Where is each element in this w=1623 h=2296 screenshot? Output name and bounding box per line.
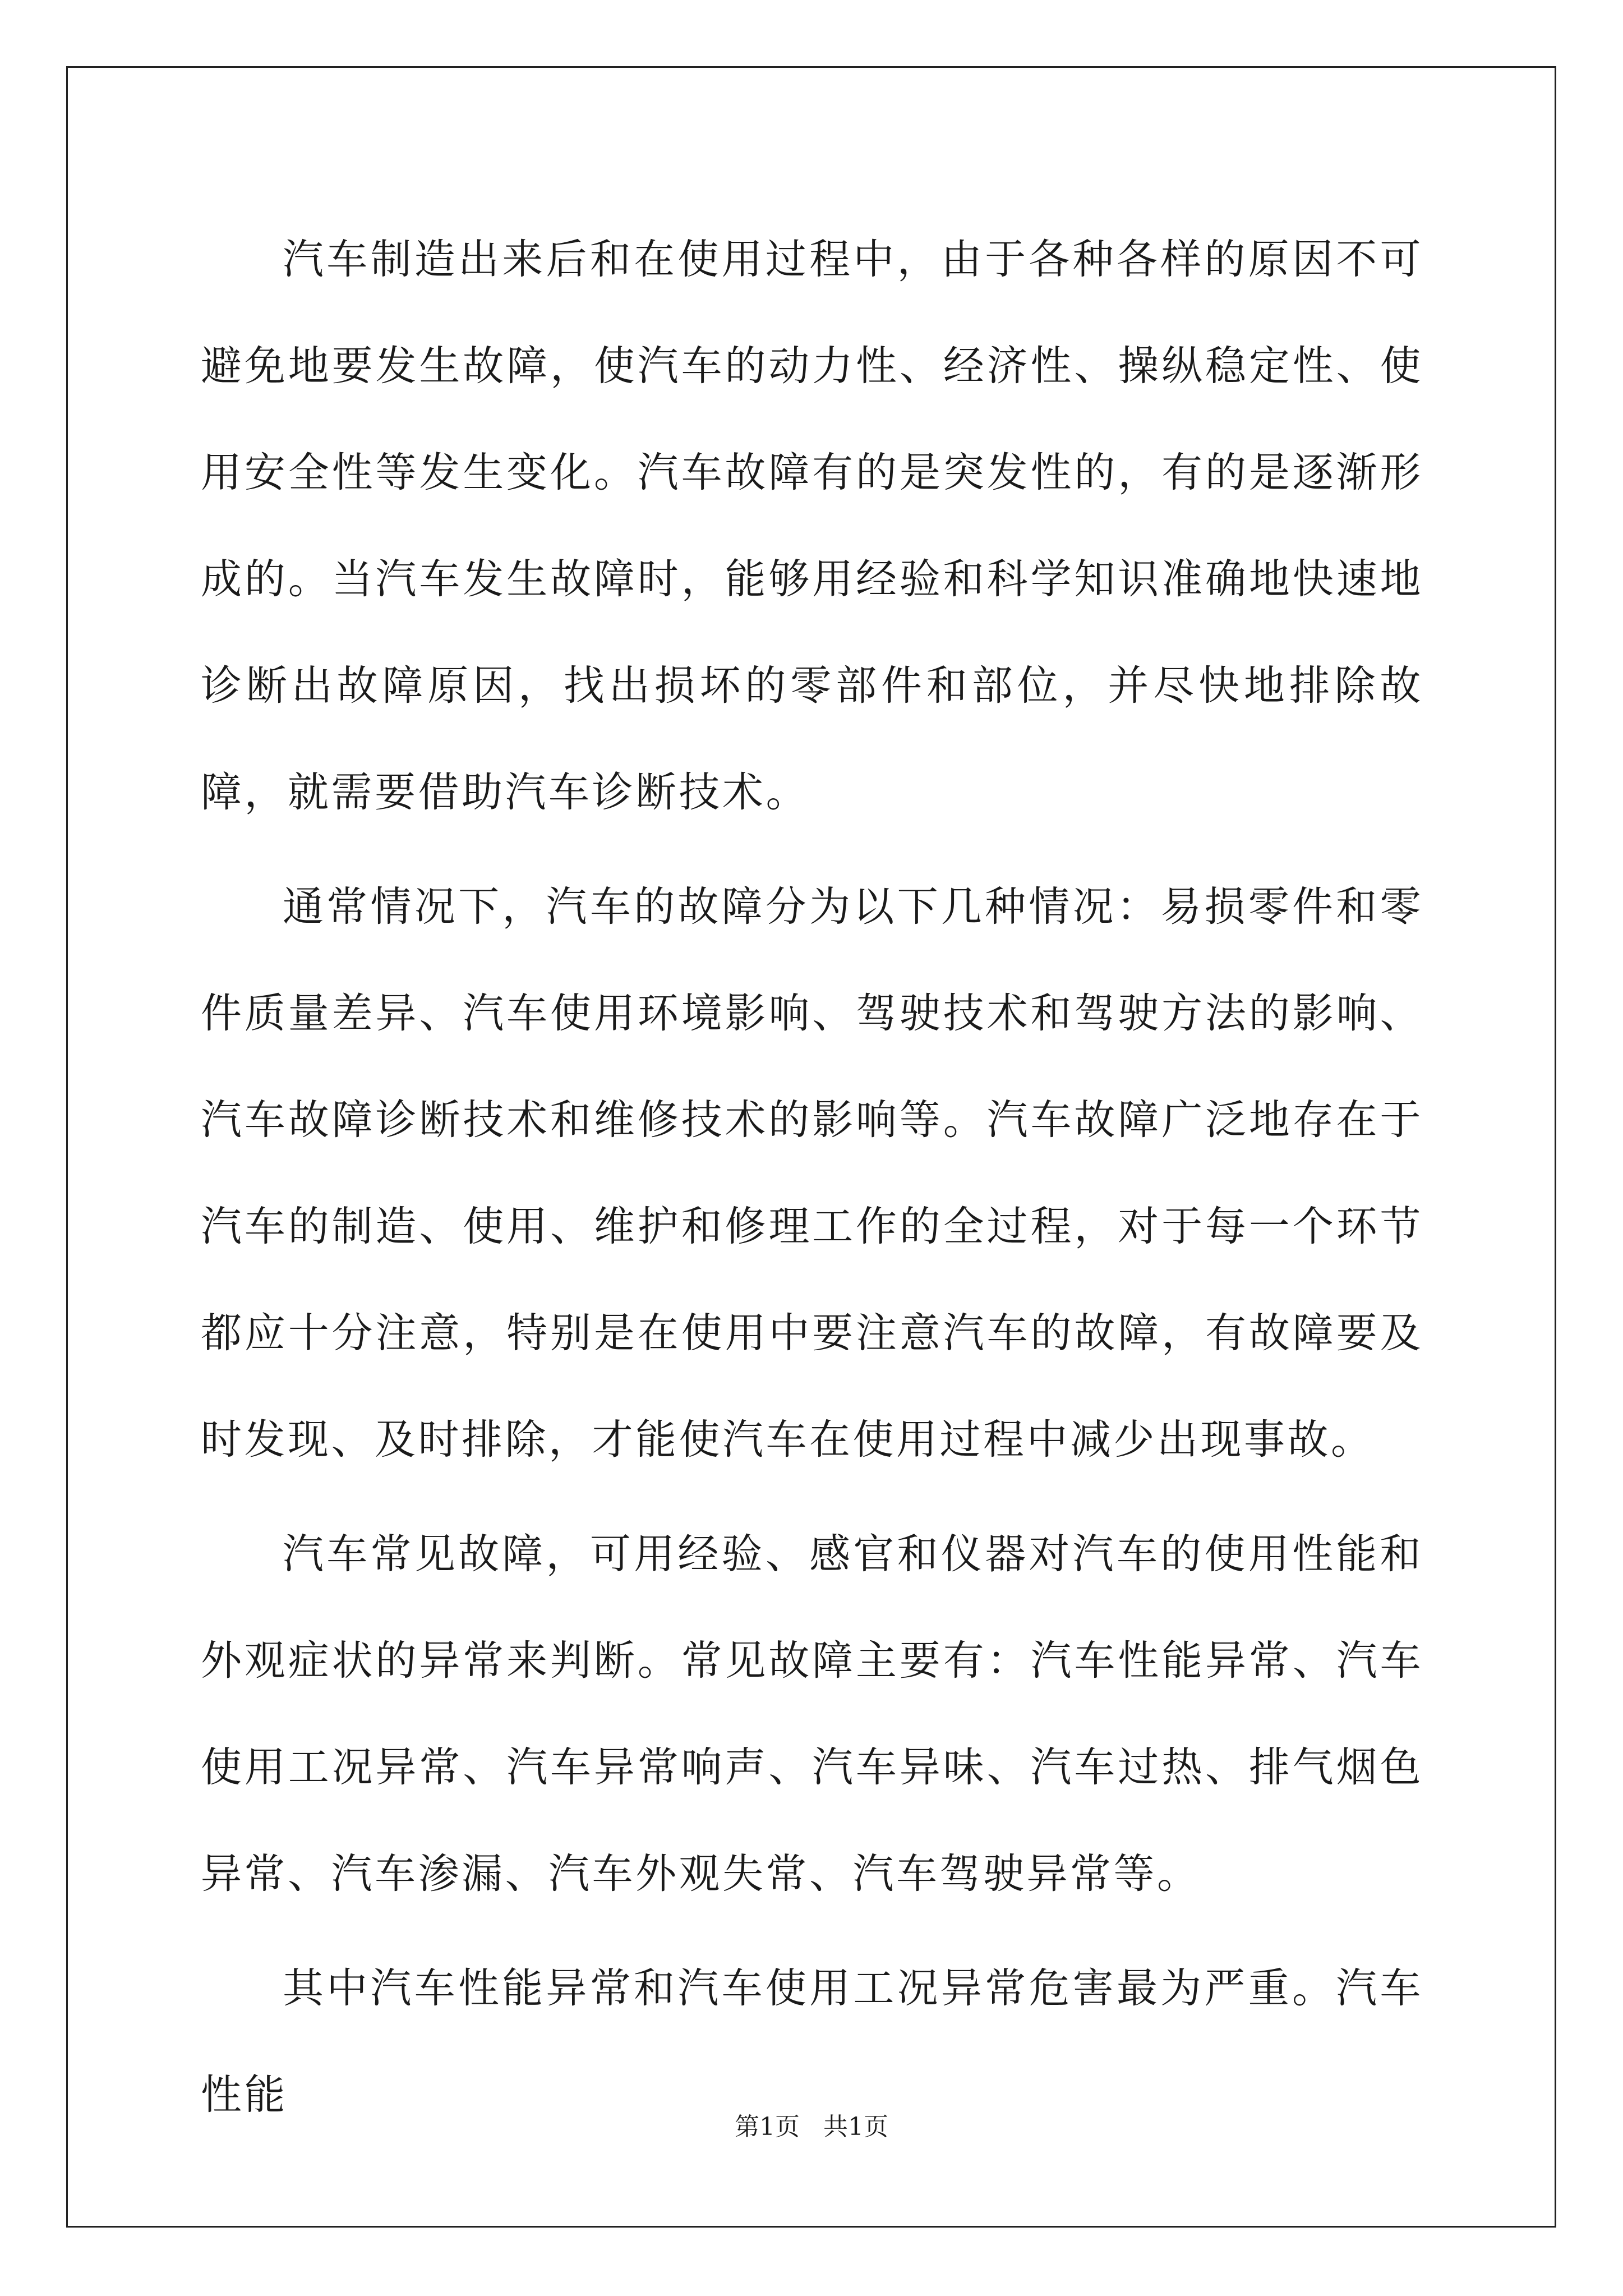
page-number-current: 第1页 bbox=[735, 2113, 800, 2141]
paragraph-3: 汽车常见故障，可用经验、感官和仪器对汽车的使用性能和外观症状的异常来判断。常见故障主要有：汽车性能异常、汽车使用工况异常、汽车异常响声、汽车异味、汽车过热、排气烟色异常、汽车渗漏、汽车外观失常、汽车驾驶异常等。 bbox=[201, 1530, 1423, 1898]
page-footer bbox=[0, 2110, 1623, 2144]
page-number-total: 共1页 bbox=[823, 2113, 888, 2141]
paragraph-2: 通常情况下，汽车的故障分为以下几种情况：易损零件和零件质量差异、汽车使用环境影响、驾驶技术和驾驶方法的影响、汽车故障诊断技术和维修技术的影响等。汽车故障广泛地存在于汽车的制造、使用、维护和修理工作的全过程，对于每一个环节都应十分注意，特别是在使用中要注意汽车的故障，有故障要及时发现、及时排除，才能使汽车在使用过程中减少出现事故。 bbox=[201, 883, 1423, 1464]
paragraph-4: 其中汽车性能异常和汽车使用工况异常危害最为严重。汽车性能 bbox=[201, 1964, 1423, 2119]
document-body bbox=[201, 206, 1423, 2156]
paragraph-1: 汽车制造出来后和在使用过程中，由于各种各样的原因不可避免地要发生故障，使汽车的动力性、经济性、操纵稳定性、使用安全性等发生变化。汽车故障有的是突发性的，有的是逐渐形成的。当汽车发生故障时，能够用经验和科学知识准确地快速地诊断出故障原因，找出损坏的零部件和部位，并尽快地排除故障，就需要借助汽车诊断技术。 bbox=[201, 236, 1423, 816]
